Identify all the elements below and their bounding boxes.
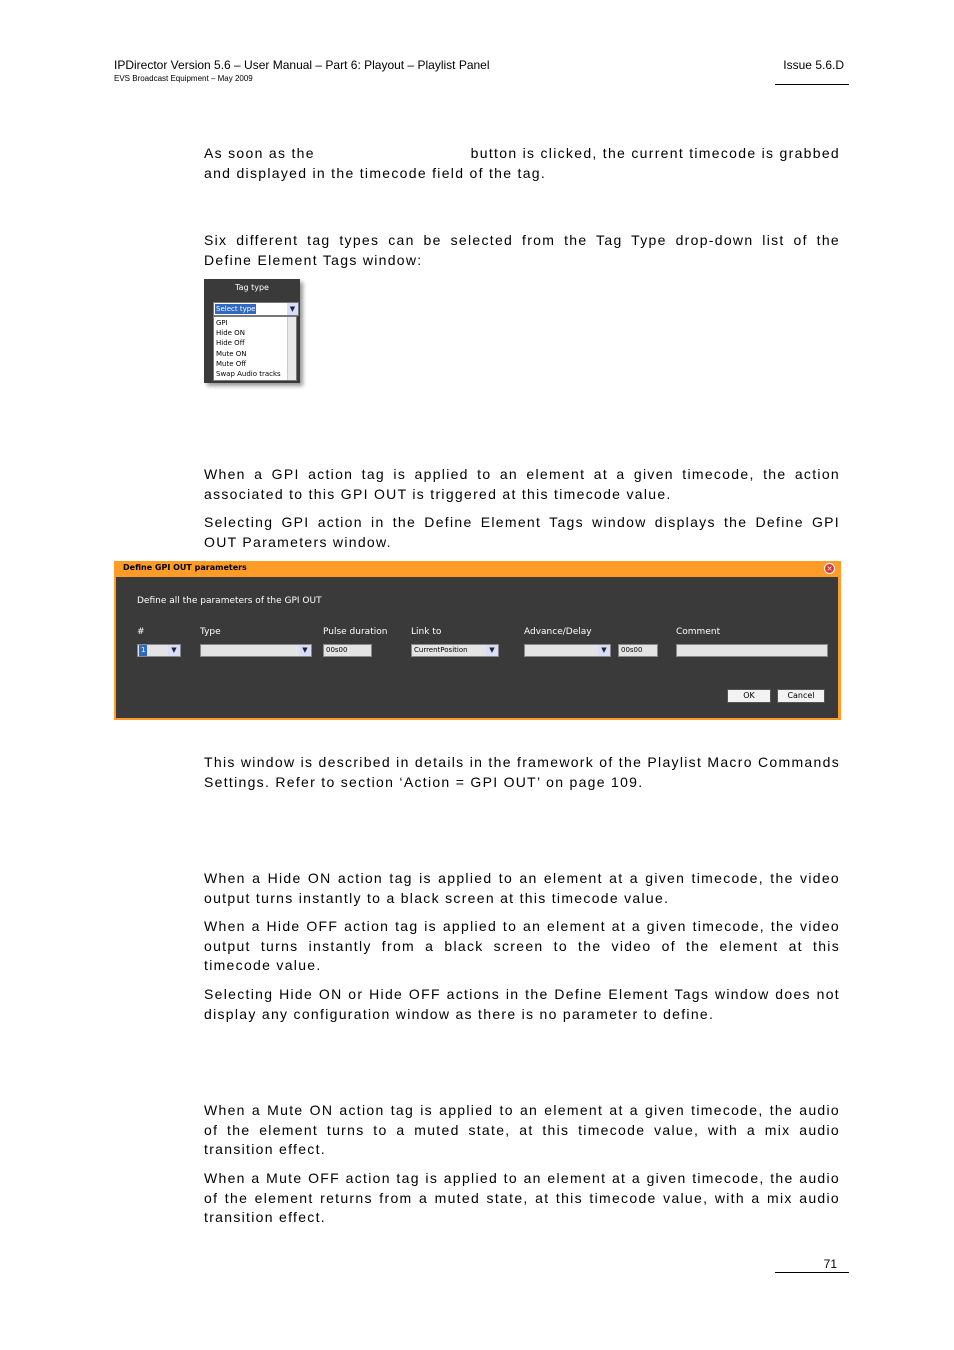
tag-type-option-mute-off[interactable]: Mute Off: [216, 359, 247, 368]
cancel-button[interactable]: Cancel: [777, 689, 825, 703]
gpi-pulse-input[interactable]: 00s00: [323, 644, 372, 657]
paragraph-hide-no-config: Selecting Hide ON or Hide OFF actions in the Define Element Tags window does not display any configuration window as there is no parameter to define.: [204, 986, 840, 1022]
gpi-type-select[interactable]: [200, 644, 312, 657]
paragraph-hide-off: When a Hide OFF action tag is applied to an element at a given timecode, the video output turns instantly from a black screen to the video of the element at this timecode value.: [204, 918, 840, 973]
tag-type-dropdown-figure: [204, 279, 300, 383]
chevron-down-icon[interactable]: ▼: [299, 645, 311, 656]
footer-rule: [775, 1272, 849, 1273]
header-rule: [775, 84, 849, 85]
gpi-window-body: [116, 577, 838, 718]
paragraph-mute-off: When a Mute OFF action tag is applied to an element at a given timecode, the audio of the element returns from a muted state, at this timecode value, with a mix audio transition effect.: [204, 1170, 840, 1225]
paragraph-grab-timecode: As soon as the button is clicked, the current timecode is grabbed and displayed in the timecode field of the tag.: [204, 145, 846, 181]
page-number: 71: [823, 1257, 837, 1271]
tag-type-option-swap-audio[interactable]: Swap Audio tracks: [216, 370, 281, 379]
header-title: IPDirector Version 5.6 – User Manual – Part 6: Playout – Playlist Panel: [114, 58, 490, 72]
header-issue: Issue 5.6.D: [783, 58, 844, 72]
tag-type-scrollbar[interactable]: [287, 317, 296, 380]
gpi-link-value: CurrentPosition: [414, 646, 468, 654]
chevron-down-icon[interactable]: ▼: [168, 645, 180, 656]
gpi-window-title: Define GPI OUT parameters: [123, 563, 247, 572]
gpi-number-label: #: [137, 627, 145, 637]
chevron-down-icon[interactable]: ▼: [287, 303, 298, 315]
header-subtitle: EVS Broadcast Equipment – May 2009: [114, 74, 253, 83]
paragraph-mute-on: When a Mute ON action tag is applied to an element at a given timecode, the audio of the element turns to a muted state, at this timecode value, with a mix audio transition effect.: [204, 1102, 840, 1157]
gpi-link-label: Link to: [411, 627, 442, 637]
gpi-advance-select[interactable]: [524, 644, 611, 657]
tag-type-option-list: [213, 316, 297, 381]
tag-type-option-gpi[interactable]: GPI: [216, 319, 228, 327]
tag-type-select[interactable]: [213, 302, 299, 316]
gpi-advance-time-input[interactable]: 00s00: [618, 644, 658, 657]
gpi-advance-label: Advance/Delay: [524, 627, 592, 637]
tag-type-option-hide-on[interactable]: Hide ON: [216, 329, 245, 338]
gpi-comment-input[interactable]: [676, 644, 828, 657]
tag-type-option-hide-off[interactable]: Hide Off: [216, 339, 245, 348]
tag-type-title: Tag type: [235, 283, 269, 292]
chevron-down-icon[interactable]: ▼: [598, 645, 610, 656]
gpi-number-select[interactable]: [137, 644, 181, 657]
gpi-pulse-label: Pulse duration: [323, 627, 388, 637]
gpi-window-titlebar: [114, 561, 841, 576]
paragraph-gpi-action: When a GPI action tag is applied to an element at a given timecode, the action associated to this GPI OUT is triggered at this timecode value.: [204, 466, 840, 502]
tag-type-selected-value: Select type: [216, 305, 256, 313]
gpi-type-label: Type: [200, 627, 221, 637]
paragraph-window-described: This window is described in details in the framework of the Playlist Macro Commands Settings. Refer to section ‘Action = GPI OUT’ on page 109.: [204, 754, 840, 790]
paragraph-tag-types: Six different tag types can be selected from the Tag Type drop-down list of the Define Element Tags window:: [204, 232, 840, 268]
ok-button[interactable]: OK: [727, 689, 771, 703]
close-icon[interactable]: ✕: [824, 563, 835, 574]
paragraph-select-gpi: Selecting GPI action in the Define Element Tags window displays the Define GPI OUT Parameters window.: [204, 514, 840, 550]
paragraph-hide-on: When a Hide ON action tag is applied to an element at a given timecode, the video output turns instantly to a black screen at this timecode value.: [204, 870, 840, 906]
gpi-link-select[interactable]: [411, 644, 499, 657]
gpi-intro-text: Define all the parameters of the GPI OUT: [137, 596, 322, 606]
tag-type-option-mute-on[interactable]: Mute ON: [216, 349, 247, 358]
gpi-comment-label: Comment: [676, 627, 721, 637]
gpi-out-parameters-window: [114, 561, 841, 720]
gpi-number-value: 1: [141, 646, 146, 654]
chevron-down-icon[interactable]: ▼: [486, 645, 498, 656]
